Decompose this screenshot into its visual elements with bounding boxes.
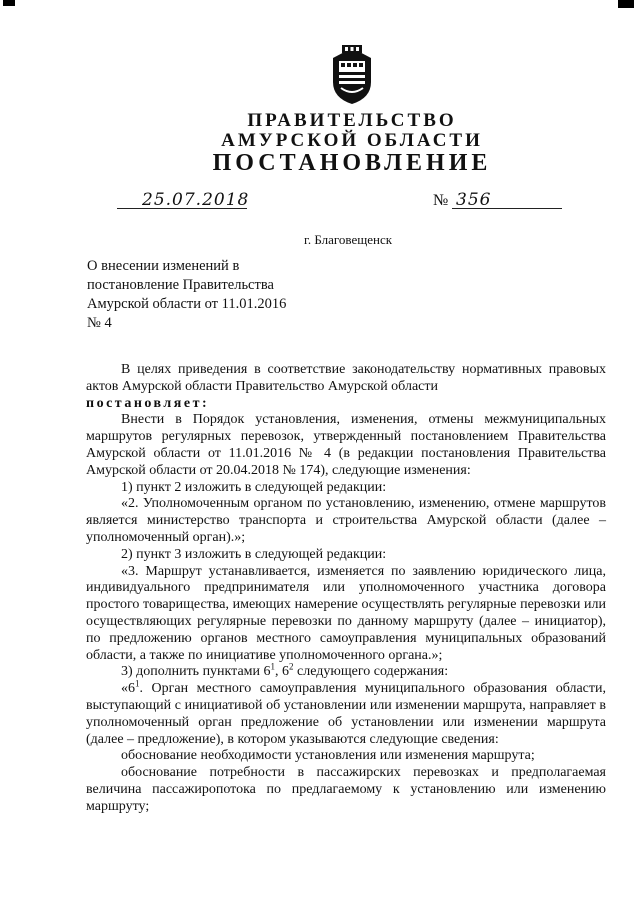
document-type-title: ПОСТАНОВЛЕНИЕ	[212, 150, 492, 176]
resolves-keyword: постановляет:	[86, 395, 210, 411]
amendment-intro-paragraph: Внести в Порядок установления, изменения, отмены межмуниципальных маршрутов регулярных перевозок, утвержденный постановлением Правительства Амурской области от 11.01.2016 № 4 (в редакции постановления Правительства Амурской области от 20.04.2018 № 174), следующие изменения:	[86, 412, 606, 478]
coat-of-arms-icon	[327, 44, 377, 106]
date-underline	[117, 208, 247, 209]
item-3-part: 3) дополнить пунктами 6	[121, 664, 271, 680]
item-2-text: «3. Маршрут устанавливается, изменяется по заявлению юридического лица, индивидуального предпринимателя или уполномоченного участника договора простого товарищества, имеющих намерение осуществлять регулярные перевозки или осуществляющих регулярные перевозки по данному маршруту (далее – инициатор), по предложению органов местного самоуправления муниципальных образований области, а также по инициативе уполномоченного органа.»;	[86, 563, 606, 663]
number-label: №	[433, 192, 449, 209]
scan-artifact-right	[618, 0, 634, 8]
number-underline	[452, 208, 562, 209]
document-number: 356	[456, 190, 492, 210]
preamble-paragraph: В целях приведения в соответствие законодательству нормативных правовых актов Амурской области Правительство Амурской области	[86, 362, 606, 394]
scan-artifact-left	[3, 0, 15, 6]
item-3-text-part: «6	[121, 681, 135, 697]
city: г. Благовещенск	[303, 232, 393, 247]
document-body	[86, 362, 606, 816]
subject-line: № 4	[87, 315, 112, 331]
item-2-paragraph: 2) пункт 3 изложить в следующей редакции:	[121, 546, 387, 562]
item-3-part: следующего содержания:	[293, 664, 449, 680]
item-1-paragraph: 1) пункт 2 изложить в следующей редакции:	[121, 479, 387, 495]
subject-line: Амурской области от 11.01.2016	[87, 296, 287, 312]
item-3-text-part: . Орган местного самоуправления муниципального образования области, выступающий с инициативой об установлении или изменении маршрута, направляет в уполномоченный орган предложение об установлении или изменении маршрута (далее – предложение), в котором указываются следующие сведения:	[86, 681, 606, 747]
demand-paragraph: обоснование потребности в пассажирских перевозках и предполагаемая величина пассажиропотока по предлагаемому к установлению или изменению маршруту;	[86, 765, 606, 814]
subject-line: постановление Правительства	[87, 277, 274, 293]
superscript: 1	[270, 661, 276, 672]
subject-line: О внесении изменений в	[87, 258, 240, 274]
superscript: 1	[135, 678, 140, 689]
justification-paragraph: обоснование необходимости установления или изменения маршрута;	[121, 748, 535, 764]
superscript: 2	[289, 661, 294, 672]
government-title: ПРАВИТЕЛЬСТВО	[247, 110, 457, 131]
item-1-text: «2. Уполномоченным органом по установлению, изменению, отмене маршрутов является министерство транспорта и строительства Амурской области (далее – уполномоченный орган).»;	[86, 496, 606, 545]
document-subject	[87, 257, 327, 333]
item-3-paragraph	[86, 661, 606, 681]
document-date: 25.07.2018	[142, 190, 250, 210]
region-title: АМУРСКОЙ ОБЛАСТИ	[221, 130, 483, 151]
item-3-part: , 6	[275, 664, 290, 680]
item-3-text	[86, 678, 606, 748]
